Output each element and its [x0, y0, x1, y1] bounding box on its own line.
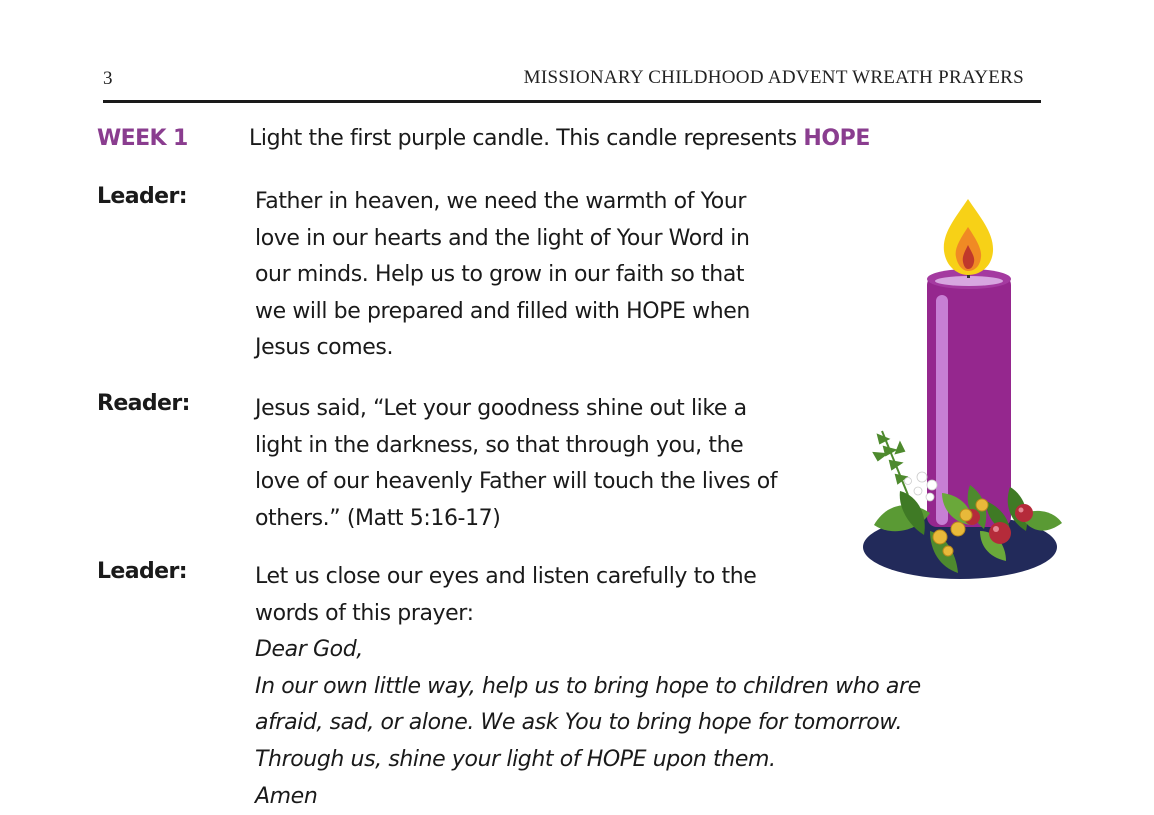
reader-text [255, 391, 777, 537]
speaker-label: Leader: [97, 184, 187, 209]
header-rule [103, 100, 1041, 103]
candle-highlight [936, 295, 948, 525]
page-number: 3 [103, 68, 113, 89]
text-line: Jesus said, “Let your goodness shine out like a [255, 396, 747, 421]
text-line: love in our hearts and the light of Your Word in [255, 225, 750, 251]
week-label: WEEK 1 [97, 126, 188, 151]
text-line: Let us close our eyes and listen carefully to the [255, 564, 757, 589]
speaker-label: Reader: [97, 391, 190, 416]
text-line: words of this prayer: [255, 600, 474, 626]
prayer-line: Through us, shine your light of HOPE upon them. [255, 746, 776, 772]
text-line: light in the darkness, so that through you, the [255, 432, 744, 458]
prayer-line: Dear God, [255, 637, 363, 663]
greenery-sprig [874, 431, 908, 495]
week-theme: HOPE [803, 126, 870, 151]
text-line: Father in heaven, we need the warmth of Your [255, 189, 747, 214]
leader-text-1 [255, 184, 750, 367]
text-line: we will be prepared and filled with HOPE when [255, 298, 750, 324]
prayer-line: Amen [255, 783, 318, 809]
leader-text-2 [255, 559, 921, 815]
text-line: others.” (Matt 5:16-17) [255, 505, 501, 531]
running-title: MISSIONARY CHILDHOOD ADVENT WREATH PRAYERS [523, 67, 1024, 88]
week-instruction [249, 126, 870, 151]
week-instruction-text: Light the first purple candle. This candle represents [249, 126, 804, 151]
text-line: Jesus comes. [255, 335, 394, 361]
prayer-line: In our own little way, help us to bring hope to children who are [255, 673, 921, 699]
speaker-label: Leader: [97, 559, 187, 584]
prayer-line: afraid, sad, or alone. We ask You to bring hope for tomorrow. [255, 710, 903, 736]
text-line: love of our heavenly Father will touch the lives of [255, 469, 778, 495]
advent-candle-illustration [860, 195, 1065, 590]
text-line: our minds. Help us to grow in our faith so that [255, 262, 745, 288]
